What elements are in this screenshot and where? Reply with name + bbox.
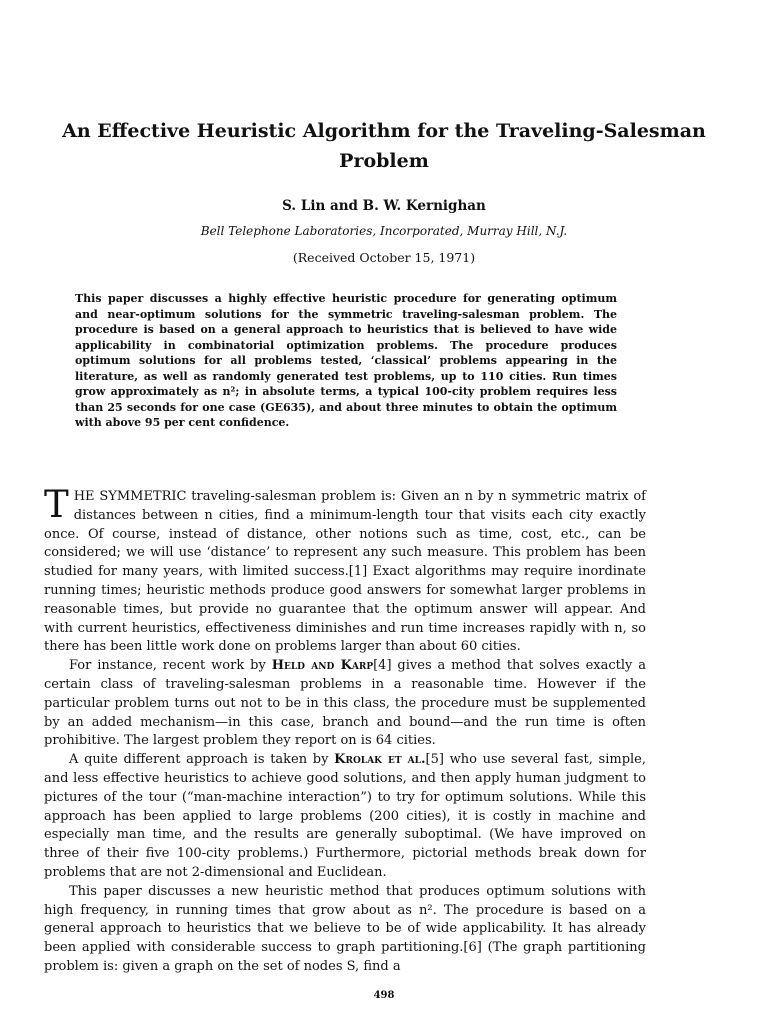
- paragraph-3-post: [5] who use several fast, simple, and less effective heuristics to achieve good solutions, and then apply human judgment to pictures of the tour (“man-machine interaction”) to try for optimum solutions. While this approach has been applied to large problems (200 cities), it is costly in machine and especially man time, and the results are generally suboptimal. (We have improved on three of their five 100-city problems.) Furthermore, pictorial methods break down for problems that are not 2-dimensional and Euclidean.: [44, 752, 647, 880]
- citation-held-karp: Held and Karp: [271, 658, 374, 674]
- paragraph-1-text: traveling-salesman problem is: Given an n by n symmetric matrix of distances between n cities, find a minimum-length tour that visits each city exactly once. Of course, instead of distance, other notions such as time, cost, etc., can be considered; we will use ‘distance’ to represent any such measure. This problem has been studied for many years, with limited success.[1] Exact algorithms may require inordinate running times; heuristic methods produce good answers for somewhat larger problems in reasonable times, but provide no guarantee that the optimum answer will appear. And with current heuristics, effectiveness diminishes and run time increases rapidly with n, so there has been little work done on problems larger than about 60 cities.: [44, 489, 646, 655]
- paper-title: An Effective Heuristic Algorithm for the Traveling-Salesman Problem: [62, 120, 706, 172]
- paragraph-3: [44, 751, 646, 883]
- authors: S. Lin and B. W. Kernighan: [282, 198, 486, 214]
- paragraph-4: This paper discusses a new heuristic method that produces optimum solutions with high frequency, in running times that grow about as n². The procedure is based on a general approach to heuristics that we believe to be of wide applicability. It has already been applied with considerable success to graph partitioning.[6] (The graph partitioning problem is: given a graph on the set of nodes S, find a: [44, 883, 646, 974]
- abstract: This paper discusses a highly effective heuristic procedure for generating optimum and near-optimum solutions for the symmetric traveling-salesman problem. The procedure is based on a general approach to heuristics that is believed to have wide applicability in combinatorial optimization problems. The procedure produces optimum solutions for all problems tested, ‘classical’ problems appearing in the literature, as well as randomly generated test problems, up to 110 cities. Run times grow approximately as n²; in absolute terms, a typical 100-city problem requires less than 25 seconds for one case (GE635), and about three minutes to obtain the optimum with above 95 per cent confidence.: [75, 292, 617, 429]
- body-text: [44, 483, 647, 977]
- paragraph-1: [44, 483, 646, 657]
- citation-krolak: Krolak et al.: [334, 752, 426, 768]
- received-date: (Received October 15, 1971): [292, 250, 476, 265]
- paragraph-2-pre: For instance, recent work by: [69, 658, 272, 674]
- paragraph-2-post: [4] gives a method that solves exactly a certain class of traveling-salesman problems in a reasonable time. However if the particular problem turns out not to be in this class, the procedure must be supplemented by an added mechanism—in this case, branch and bound—and the run time is often prohibitive. The largest problem they report on is 64 cities.: [44, 658, 646, 749]
- drop-cap: T: [44, 483, 69, 526]
- paragraph-2: [44, 657, 646, 751]
- lead-in: HE SYMMETRIC: [73, 489, 187, 504]
- page-number: 498: [373, 990, 395, 1001]
- affiliation: Bell Telephone Laboratories, Incorporated, Murray Hill, N.J.: [200, 224, 568, 238]
- paragraph-3-pre: A quite different approach is taken by: [69, 752, 335, 768]
